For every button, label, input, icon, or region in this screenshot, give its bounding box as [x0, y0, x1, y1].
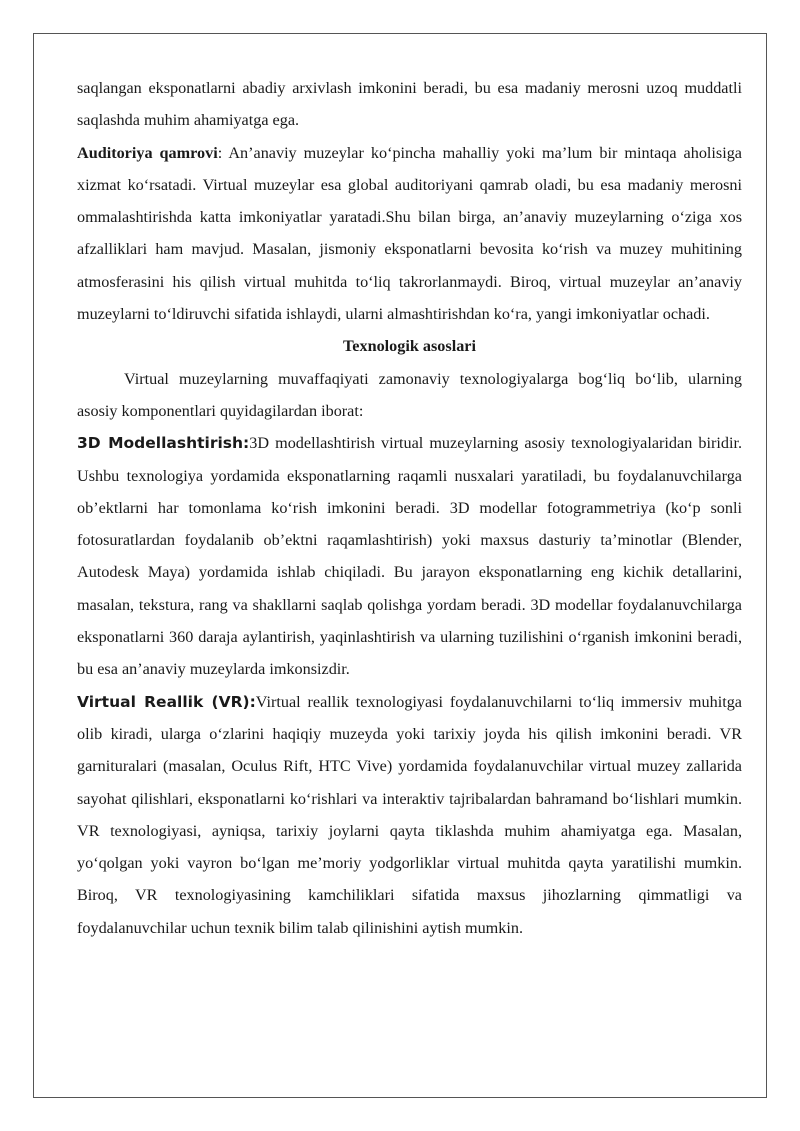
paragraph-intro: Virtual muzeylarning muvaffaqiyati zamonaviy texnologiyalarga bog‘liq bo‘lib, ularning asosiy komponentlari quyidagilardan iborat:	[77, 369, 742, 420]
paragraph-text: saqlangan eksponatlarni abadiy arxivlash imkonini beradi, bu esa madaniy merosni uzoq muddatli saqlashda muhim ahamiyatga ega.	[77, 79, 742, 130]
paragraph-archiving	[77, 72, 742, 137]
term-audience-reach: Auditoriya qamrovi	[77, 143, 218, 162]
section-heading: Texnologik asoslari	[343, 337, 476, 356]
paragraph-3d-modeling	[77, 427, 742, 685]
paragraph-virtual-reality	[77, 686, 742, 944]
paragraph-audience-reach	[77, 137, 742, 331]
document-body	[77, 72, 742, 944]
paragraph-text: Virtual reallik texnologiyasi foydalanuvchilarni to‘liq immersiv muhitga olib kiradi, ularga o‘zlarini haqiqiy muzeyda yoki tarixiy joyda his qilish imkonini beradi. VR garnituralari (masalan, Oculus Rift, HTC Vive) yordamida foydalanuvchilar virtual muzey zallarida sayohat qilishlari, eksponatlarni ko‘rishlari va interaktiv tajribalardan bahramand bo‘lishlari mumkin. VR texnologiyasi, ayniqsa, tarixiy joylarni qayta tiklashda muhim ahamiyatga ega. Masalan, yo‘qolgan yoki vayron bo‘lgan me’moriy yodgorliklar virtual muhitda qayta yaratilishi mumkin. Biroq, VR texnologiyasining kamchiliklari sifatida maxsus jihozlarning qimmatligi va foydalanuvchilar uchun texnik bilim talab qilinishini aytish mumkin.	[77, 692, 742, 937]
term-3d-modeling: 3D Modellashtirish:	[77, 434, 250, 453]
term-separator: :	[217, 143, 223, 162]
paragraph-text: An’anaviy muzeylar ko‘pincha mahalliy yoki ma’lum bir mintaqa aholisiga xizmat ko‘rsatadi. Virtual muzeylar esa global auditoriyani qamrab oladi, bu esa madaniy merosni ommalashtirishda katta imkoniyatlar yaratadi.Shu bilan birga, an’anaviy muzeylarning o‘ziga xos afzalliklari ham mavjud. Masalan, jismoniy eksponatlarni bevosita ko‘rish va muzey muhitining atmosferasini his qilish virtual muhitda to‘liq takrorlanmaydi. Biroq, virtual muzeylar an’anaviy muzeylarni to‘ldiruvchi sifatida ishlaydi, ularni almashtirishdan ko‘ra, yangi imkoniyatlar ochadi.	[77, 143, 742, 324]
paragraph-text: 3D modellashtirish virtual muzeylarning asosiy texnologiyalaridan biridir. Ushbu texnologiya yordamida eksponatlarning raqamli nusxalari yaratiladi, bu foydalanuvchilarga ob’ektlarni har tomonlama ko‘rish imkonini beradi. 3D modellar fotogrammetriya (ko‘p sonli fotosuratlardan foydalanib ob’ektni raqamlashtirish) yoki maxsus dasturiy ta’minotlar (Blender, Autodesk Maya) yordamida ishlab chiqiladi. Bu jarayon eksponatlarning eng kichik detallarini, masalan, tekstura, rang va shakllarni saqlab qolishga yordam beradi. 3D modellar foydalanuvchilarga eksponatlarni 360 daraja aylantirish, yaqinlashtirish va ularning tuzilishini o‘rganish imkonini beradi, bu esa an’anaviy muzeylarda imkonsizdir.	[77, 434, 742, 679]
term-virtual-reality: Virtual Reallik (VR):	[77, 692, 256, 711]
